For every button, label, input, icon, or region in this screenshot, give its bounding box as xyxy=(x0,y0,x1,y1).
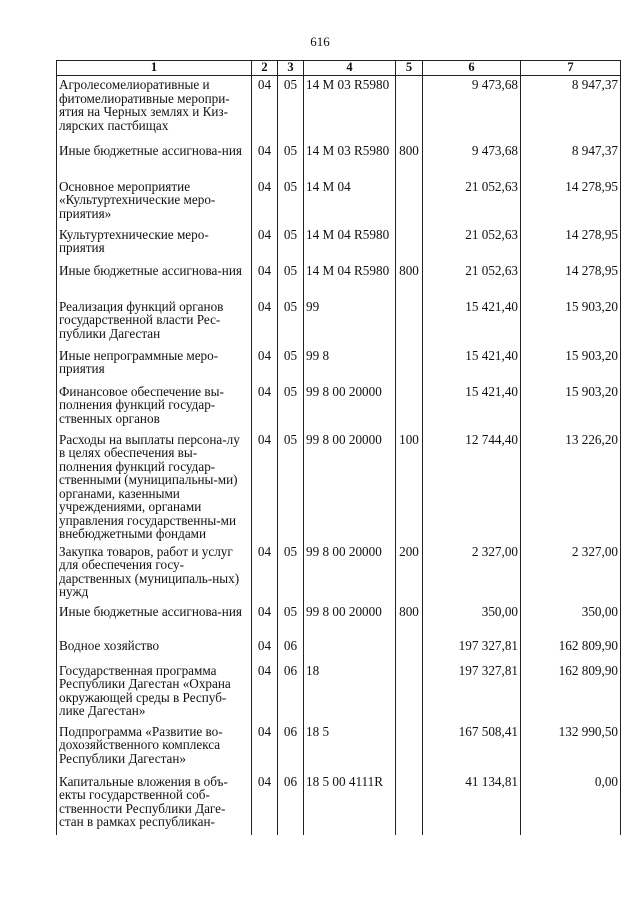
row-subsection: 05 xyxy=(278,347,304,383)
row-amount-1: 12 744,40 xyxy=(423,431,521,543)
row-target-code: 14 М 03 R5980 xyxy=(304,142,396,178)
row-expense-type: 200 xyxy=(396,543,423,603)
table-row xyxy=(57,178,621,226)
row-amount-2: 8 947,37 xyxy=(521,76,621,142)
row-expense-type xyxy=(396,347,423,383)
row-amount-1: 197 327,81 xyxy=(423,637,521,662)
row-amount-2: 13 226,20 xyxy=(521,431,621,543)
table-row xyxy=(57,662,621,723)
page-number: 616 xyxy=(310,34,330,49)
row-section: 04 xyxy=(252,543,278,603)
row-amount-2: 15 903,20 xyxy=(521,383,621,431)
row-section: 04 xyxy=(252,262,278,298)
row-amount-1: 9 473,68 xyxy=(423,76,521,142)
row-expense-type xyxy=(396,226,423,262)
row-target-code: 14 М 04 R5980 xyxy=(304,226,396,262)
row-amount-1: 9 473,68 xyxy=(423,142,521,178)
table-row xyxy=(57,76,621,142)
header-row xyxy=(57,61,621,76)
row-amount-1: 350,00 xyxy=(423,603,521,637)
header-col-3: 3 xyxy=(278,61,304,76)
row-amount-1: 41 134,81 xyxy=(423,773,521,835)
row-section: 04 xyxy=(252,637,278,662)
row-amount-1: 21 052,63 xyxy=(423,226,521,262)
row-section: 04 xyxy=(252,603,278,637)
row-expense-type xyxy=(396,383,423,431)
header-col-4: 4 xyxy=(304,61,396,76)
row-expense-type xyxy=(396,76,423,142)
row-target-code: 18 5 00 4111R xyxy=(304,773,396,835)
table-row xyxy=(57,637,621,662)
row-section: 04 xyxy=(252,347,278,383)
table-row xyxy=(57,226,621,262)
row-name: Государственная программа Республики Дагестан «Охрана окружающей среды в Респуб-лике Дагестан» xyxy=(57,662,252,723)
row-amount-2: 15 903,20 xyxy=(521,298,621,347)
budget-table xyxy=(56,60,621,835)
row-name: Закупка товаров, работ и услуг для обеспечения госу-дарственных (муниципаль-ных) нужд xyxy=(57,543,252,603)
row-expense-type xyxy=(396,298,423,347)
row-section: 04 xyxy=(252,178,278,226)
row-target-code: 14 М 04 xyxy=(304,178,396,226)
row-target-code: 99 8 00 20000 xyxy=(304,431,396,543)
row-expense-type: 800 xyxy=(396,142,423,178)
header-col-6: 6 xyxy=(423,61,521,76)
table-row xyxy=(57,298,621,347)
row-target-code: 18 xyxy=(304,662,396,723)
row-amount-2: 8 947,37 xyxy=(521,142,621,178)
row-target-code: 18 5 xyxy=(304,723,396,773)
table-row xyxy=(57,723,621,773)
row-section: 04 xyxy=(252,142,278,178)
row-amount-1: 2 327,00 xyxy=(423,543,521,603)
row-subsection: 05 xyxy=(278,226,304,262)
row-section: 04 xyxy=(252,76,278,142)
row-amount-2: 350,00 xyxy=(521,603,621,637)
table-row xyxy=(57,383,621,431)
row-amount-1: 21 052,63 xyxy=(423,178,521,226)
row-section: 04 xyxy=(252,662,278,723)
row-expense-type: 100 xyxy=(396,431,423,543)
row-target-code xyxy=(304,637,396,662)
row-amount-2: 162 809,90 xyxy=(521,662,621,723)
row-subsection: 05 xyxy=(278,543,304,603)
row-section: 04 xyxy=(252,298,278,347)
row-subsection: 05 xyxy=(278,603,304,637)
row-amount-1: 15 421,40 xyxy=(423,383,521,431)
row-name: Реализация функций органов государственной власти Рес-публики Дагестан xyxy=(57,298,252,347)
row-name: Иные непрограммные меро-приятия xyxy=(57,347,252,383)
row-target-code: 99 8 00 20000 xyxy=(304,603,396,637)
row-expense-type: 800 xyxy=(396,603,423,637)
row-target-code: 99 8 xyxy=(304,347,396,383)
row-subsection: 05 xyxy=(278,298,304,347)
table-row xyxy=(57,773,621,835)
row-subsection: 05 xyxy=(278,142,304,178)
row-section: 04 xyxy=(252,773,278,835)
row-name: Основное мероприятие «Культуртехнические меро-приятия» xyxy=(57,178,252,226)
row-subsection: 06 xyxy=(278,662,304,723)
row-name: Капитальные вложения в объ-екты государственной соб-ственности Республики Даге-стан в рамках республикан- xyxy=(57,773,252,835)
row-section: 04 xyxy=(252,723,278,773)
row-subsection: 05 xyxy=(278,262,304,298)
row-expense-type xyxy=(396,637,423,662)
row-amount-2: 132 990,50 xyxy=(521,723,621,773)
row-amount-1: 15 421,40 xyxy=(423,298,521,347)
header-col-1: 1 xyxy=(57,61,252,76)
header-col-2: 2 xyxy=(252,61,278,76)
row-target-code: 99 xyxy=(304,298,396,347)
header-col-5: 5 xyxy=(396,61,423,76)
row-subsection: 06 xyxy=(278,723,304,773)
row-amount-2: 2 327,00 xyxy=(521,543,621,603)
row-target-code: 99 8 00 20000 xyxy=(304,543,396,603)
row-name: Иные бюджетные ассигнова-ния xyxy=(57,142,252,178)
row-amount-2: 14 278,95 xyxy=(521,178,621,226)
row-name: Водное хозяйство xyxy=(57,637,252,662)
row-name: Агролесомелиоративные и фитомелиоративные меропри-ятия на Черных землях и Киз-лярских пастбищах xyxy=(57,76,252,142)
row-expense-type: 800 xyxy=(396,262,423,298)
row-expense-type xyxy=(396,723,423,773)
row-subsection: 05 xyxy=(278,383,304,431)
row-amount-1: 21 052,63 xyxy=(423,262,521,298)
row-amount-2: 15 903,20 xyxy=(521,347,621,383)
row-subsection: 05 xyxy=(278,76,304,142)
row-name: Подпрограмма «Развитие во-дохозяйственного комплекса Республики Дагестан» xyxy=(57,723,252,773)
row-section: 04 xyxy=(252,431,278,543)
row-name: Расходы на выплаты персона-лу в целях обеспечения вы-полнения функций государ-ственными (муниципальны-ми) органами, казенными учреждениями, органами управления государственны-ми внебюджетными фондами xyxy=(57,431,252,543)
row-expense-type xyxy=(396,178,423,226)
table-row xyxy=(57,262,621,298)
row-amount-2: 14 278,95 xyxy=(521,262,621,298)
table-row xyxy=(57,431,621,543)
row-target-code: 14 М 03 R5980 xyxy=(304,76,396,142)
row-section: 04 xyxy=(252,383,278,431)
row-name: Финансовое обеспечение вы-полнения функций государ-ственных органов xyxy=(57,383,252,431)
row-amount-1: 167 508,41 xyxy=(423,723,521,773)
row-expense-type xyxy=(396,773,423,835)
row-name: Иные бюджетные ассигнова-ния xyxy=(57,262,252,298)
row-subsection: 05 xyxy=(278,178,304,226)
table-row xyxy=(57,142,621,178)
row-amount-2: 14 278,95 xyxy=(521,226,621,262)
row-amount-2: 162 809,90 xyxy=(521,637,621,662)
table-row xyxy=(57,543,621,603)
row-name: Культуртехнические меро-приятия xyxy=(57,226,252,262)
row-target-code: 14 М 04 R5980 xyxy=(304,262,396,298)
row-subsection: 06 xyxy=(278,773,304,835)
row-section: 04 xyxy=(252,226,278,262)
table-row xyxy=(57,603,621,637)
row-amount-2: 0,00 xyxy=(521,773,621,835)
row-expense-type xyxy=(396,662,423,723)
row-target-code: 99 8 00 20000 xyxy=(304,383,396,431)
row-subsection: 05 xyxy=(278,431,304,543)
row-amount-1: 197 327,81 xyxy=(423,662,521,723)
header-col-7: 7 xyxy=(521,61,621,76)
table-row xyxy=(57,347,621,383)
row-subsection: 06 xyxy=(278,637,304,662)
row-amount-1: 15 421,40 xyxy=(423,347,521,383)
row-name: Иные бюджетные ассигнова-ния xyxy=(57,603,252,637)
